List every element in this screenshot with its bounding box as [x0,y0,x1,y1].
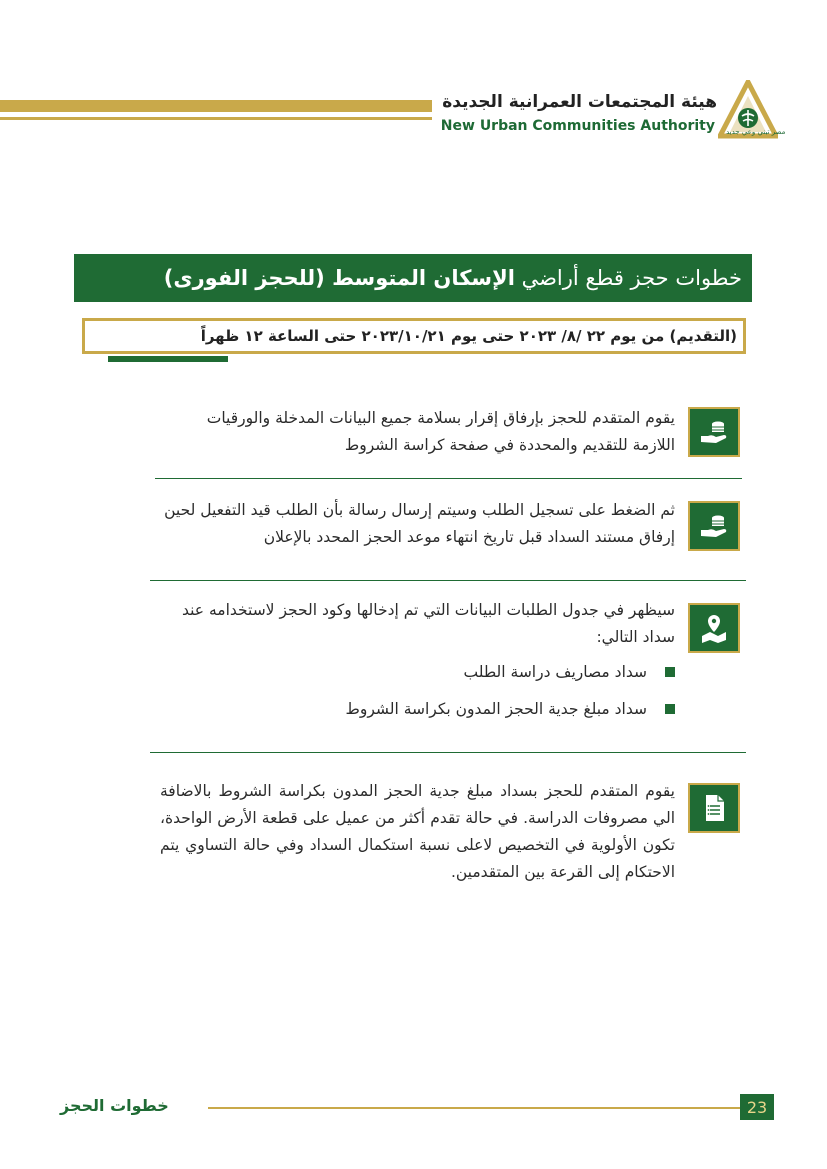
bullet-text: سداد مبلغ جدية الحجز المدون بكراسة الشروط [345,700,647,718]
footer-gold-line [208,1107,740,1109]
date-range-box [82,318,746,354]
list-item [270,700,675,718]
step-3-text: سيظهر في جدول الطلبات البيانات التي تم إدخالها وكود الحجز لاستخدامه عند سداد التالي: [181,601,675,646]
title-part-3: (للحجز الفورى) [163,266,333,290]
footer-section-label: خطوات الحجز [60,1096,169,1115]
step-2-text: ثم الضغط على تسجيل الطلب وسيتم إرسال رسالة بأن الطلب قيد التفعيل لحين إرفاق مستند السداد قبل تاريخ انتهاء موعد الحجز المحدد بالإعلان [164,501,675,546]
document-icon [688,783,740,833]
header-gold-thin-bar [0,117,432,120]
date-range-text: (التقديم) من يوم ٢٢ /٨/ ٢٠٢٣ حتى يوم ٢٠٢٣/١٠/٢١ حتى الساعة ١٢ ظهراً [200,327,737,345]
bullet-text: سداد مصاريف دراسة الطلب [463,663,647,681]
step-divider-2 [150,580,746,581]
list-item [270,663,675,681]
bullet-square-icon [665,704,675,714]
date-underline [108,356,228,362]
money-hand-icon-2 [688,501,740,551]
title-part-1: خطوات حجز قطع أراضي [514,266,742,290]
org-name-english: New Urban Communities Authority [440,118,715,134]
step-divider-3 [150,752,746,753]
title-part-2: الإسكان المتوسط [332,266,515,290]
page-title [164,266,742,290]
header-gold-bar [0,100,432,112]
step-divider-1 [155,478,742,479]
step-1-text: يقوم المتقدم للحجز بإرفاق إقرار بسلامة جميع البيانات المدخلة والورقيات اللازمة للتقديم والمحددة في صفحة كراسة الشروط [206,409,675,454]
org-name-arabic: هيئة المجتمعات العمرانية الجديدة [442,92,717,112]
page-title-band [74,254,752,302]
money-hand-icon [688,407,740,457]
page-number: 23 [740,1094,774,1120]
logo-caption: مصر تبني وعي جديد [726,128,786,136]
step-4-text: يقوم المتقدم للحجز بسداد مبلغ جدية الحجز المدون بكراسة الشروط بالاضافة الي مصروفات الدراسة. في حالة تقدم أكثر من عميل على قطعة الأرض الواحدة، تكون الأولوية في التخصيص لاعلى نسبة استكمال السداد وفي حالة التساوي يتم الاحتكام إلى القرعة بين المتقدمين. [160,782,675,881]
bullet-square-icon [665,667,675,677]
map-pin-icon [688,603,740,653]
